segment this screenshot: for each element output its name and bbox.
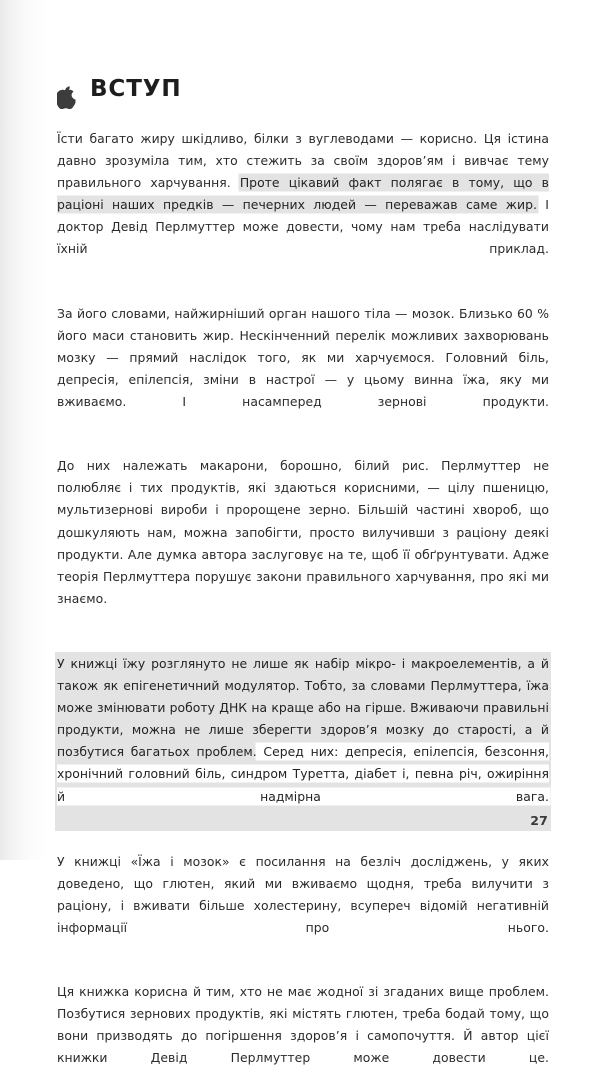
- text-run: Їсти багато жиру шкідливо, білки з вуглеводами — корисно. Ця істина давно зрозуміла тим, хто стежить за своїм здоров’ям і вивчає тему правильного харчування.: [57, 131, 549, 191]
- paragraph-2: [57, 303, 549, 436]
- text-run: У книжці «Їжа і мозок» є посилання на безліч досліджень, у яких доведено, що глютен, який ми вживаємо щодня, треба вилучити з раціону, і вживати більше холестерину, всупереч відомій негативній інформації про нього.: [57, 853, 549, 935]
- page-content: [57, 0, 549, 1092]
- paragraph-4: [55, 652, 551, 831]
- apple-icon: [57, 79, 77, 102]
- highlighted-text-run: У книжці їжу розглянуто не лише як набір мікро- і макроелементів, а й також як епігенетичний модулятор. Тобто, за словами Перлмуттера, їжа може змінювати роботу ДНК на краще або на гірше. Вживаючи правильні продукти, можна не лише зберегти здоров’я мозку до старості, а й позбутися багатьох проблем.: [57, 655, 549, 760]
- body-copy: [57, 128, 549, 1092]
- paragraph-5: [57, 851, 549, 961]
- text-run: Ця книжка корисна й тим, хто не має жодної зі згаданих вище проблем. Позбутися зернових продуктів, які містять глютен, треба бодай тому, що вони призводять до погіршення здоров’я і самопочуття. Й автор цієї книжки Девід Перлмуттер може довести це.: [57, 984, 549, 1066]
- paragraph-6: [57, 981, 549, 1091]
- text-run: За його словами, найжирніший орган нашого тіла — мозок. Близько 60 % його маси становить жир. Нескінченний перелік можливих захворювань мозку — прямий наслідок того, як ми харчуємося. Головний біль, депресія, епілепсія, зміни в настрої — у цьому винна їжа, яку ми вживаємо. І насамперед зернові продукти.: [57, 305, 549, 410]
- page-number: 27: [530, 813, 548, 828]
- page-title-text: ВСТУП: [90, 75, 182, 102]
- text-run: Серед них: депресія, епілепсія, безсоння, хронічний головний біль, синдром Туретта, діабет і, певна річ, ожиріння й надмірна вага.: [57, 744, 549, 804]
- paragraph-3: [57, 455, 549, 632]
- text-run: І доктор Девід Перлмуттер може довести, чому нам треба наслідувати їхній приклад.: [57, 197, 549, 257]
- page-title: [57, 0, 549, 106]
- highlighted-text-run: Проте цікавий факт полягає в тому, що в раціоні наших предків — печерних людей — переважав саме жир.: [57, 175, 549, 213]
- paragraph-1: [57, 128, 549, 283]
- text-run: До них належать макарони, борошно, білий рис. Перлмуттер не полюбляє і тих продуктів, які здаються корисними, — цілу пшеницю, мультизернові вироби і пророщене зерно. Більшій частині хвороб, що дошкуляють нам, можна запобігти, просто вилучивши з раціону деякі продукти. Але думка автора заслуговує на те, щоб її обґрунтувати. Адже теорія Перлмуттера порушує закони правильного харчування, про які ми знаємо.: [57, 458, 549, 606]
